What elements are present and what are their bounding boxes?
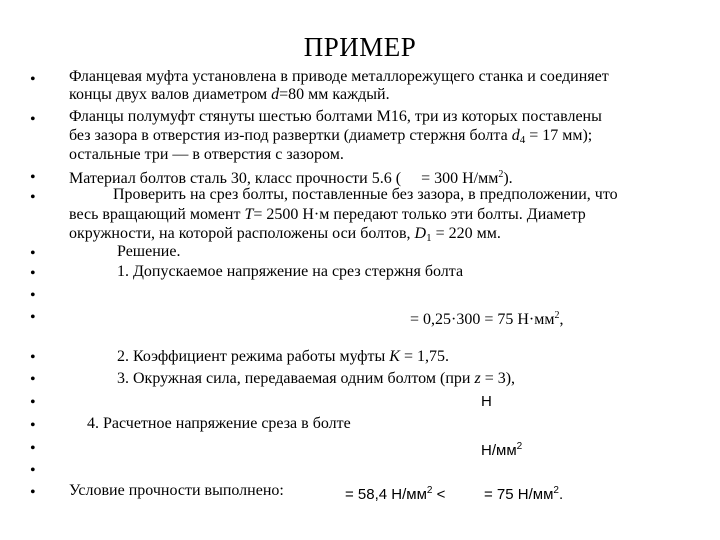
- bullet: •: [30, 462, 36, 479]
- bullet: •: [30, 245, 36, 262]
- bullet: •: [30, 287, 36, 304]
- bullet: •: [30, 371, 36, 388]
- text-line: $Н/мм^2$: [481, 441, 523, 459]
- bullet: •: [30, 349, 36, 366]
- text-line: окружности, на которой расположены оси болтов, $D_1 = 220$ мм.: [69, 225, 501, 244]
- bullet: •: [30, 309, 36, 326]
- text-line: = 75 $Н/мм^2$.: [484, 485, 564, 503]
- bullet: •: [30, 394, 36, 411]
- bullet: •: [30, 189, 36, 206]
- bullet: •: [30, 265, 36, 282]
- bullet: •: [30, 417, 36, 434]
- text-line: Фланцы полумуфт стянуты шестью болтами М16, три из которых поставлены: [69, 108, 602, 125]
- text-line: Решение.: [117, 243, 181, 260]
- text-line: концы двух валов диаметром d=80 мм каждый.: [69, 86, 390, 103]
- text-line: Условие прочности выполнено:: [69, 482, 284, 499]
- bullet: •: [30, 440, 36, 457]
- slide-title: ПРИМЕР: [303, 32, 417, 62]
- text-line: = 58,4 $Н/мм^2$ <: [345, 485, 446, 503]
- text-line: 1. Допускаемое напряжение на срез стержня болта: [117, 263, 464, 280]
- text-line: Проверить на срез болты, поставленные без зазора, в предположении, что: [113, 186, 618, 203]
- text-line: 2. Коэффициент режима работы муфты K = 1,75.: [117, 348, 449, 365]
- text-line: = 0,25·300 = 75 $Н\cdot мм^2$,: [410, 310, 564, 328]
- bullet: •: [30, 169, 36, 186]
- text-line: без зазора в отверстия из-под развертки (диаметр стержня болта $d_4 = 17$ мм);: [69, 127, 593, 146]
- bullet: •: [30, 484, 36, 501]
- text-line: 4. Расчетное напряжение среза в болте: [87, 415, 351, 432]
- text-line: остальные три — в отверстия с зазором.: [69, 146, 344, 163]
- bullet: •: [30, 111, 36, 128]
- text-line: весь вращающий момент T= 2500 Н·м передают только эти болты. Диаметр: [69, 206, 586, 223]
- bullet: •: [30, 71, 36, 88]
- text-line: Материал болтов сталь 30, класс прочности 5.6 ( = 300 $Н/мм^2$).: [69, 169, 513, 187]
- text-line: Н: [481, 393, 492, 410]
- text-line: 3. Окружная сила, передаваемая одним болтом (при z = 3),: [117, 370, 516, 387]
- text-line: Фланцевая муфта установлена в приводе металлорежущего станка и соединяет: [69, 68, 609, 85]
